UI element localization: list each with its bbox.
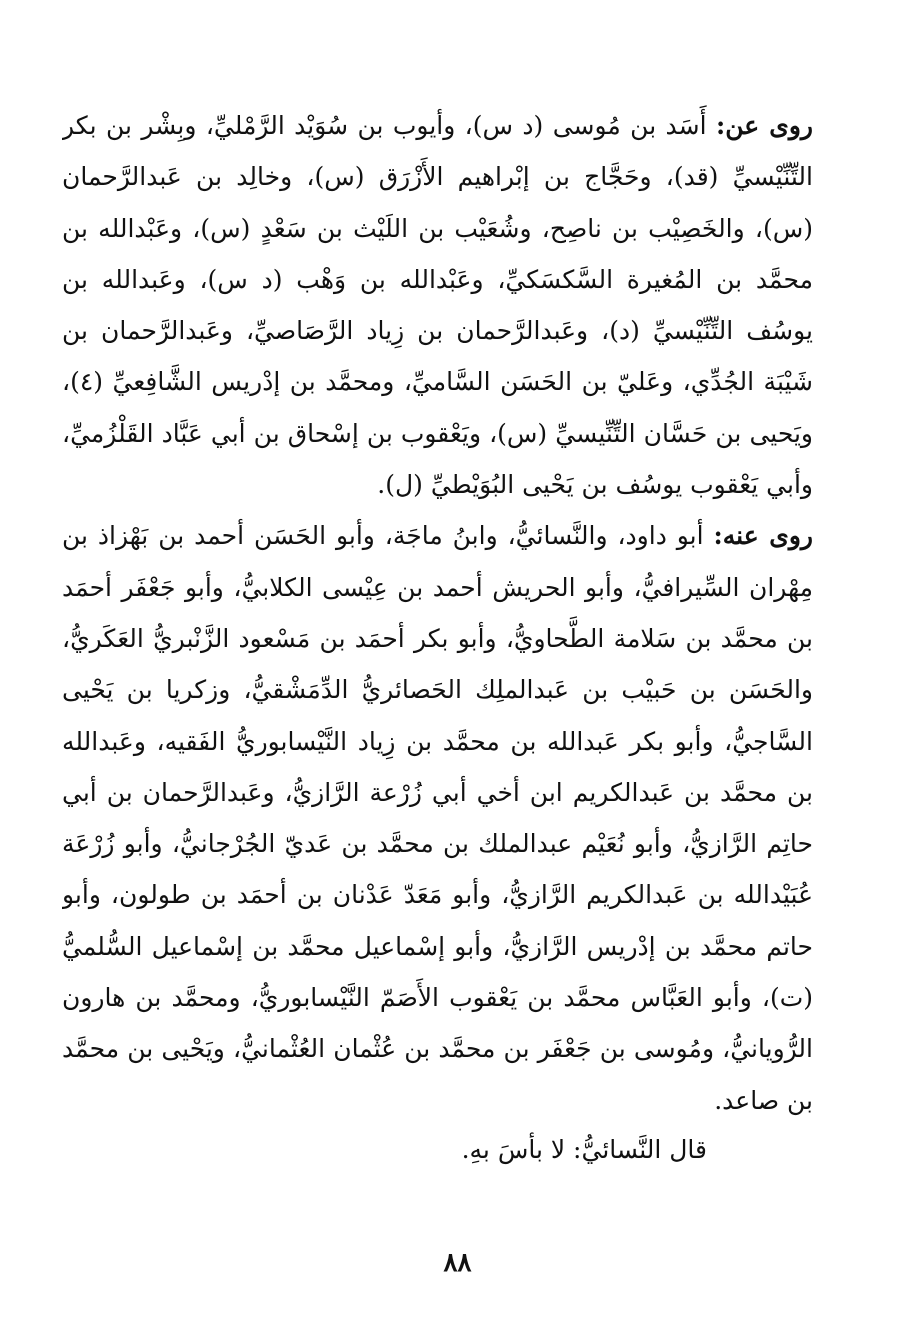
page-body	[62, 100, 857, 1230]
narrated-from-paragraph	[62, 100, 857, 510]
page-number: ٨٨	[443, 1248, 472, 1278]
narrated-from-label: روى عن:	[715, 111, 814, 140]
narrated-from-text: أَسَد بن مُوسى (د س)، وأيوب بن سُوَيْد الرَّمْليِّ، وبِشْر بن بكر التِّنِّيْسيِّ (قد)، وحَجَّاج بن إبْراهيم الأَزْرَق (س)، وخالِد بن عَبدالرَّحمان (س)، والخَصِيْب بن ناصِح، وشُعَيْب بن اللَيْث بن سَعْدٍ (س)، وعَبْدالله بن محمَّد بن المُغيرة السَّكسَكيِّ، وعَبْدالله بن وَهْب (د س)، وعَبدالله بن يوسُف التِّنِّيْسيِّ (د)، وعَبدالرَّحمان بن زِياد الرَّصَاصيِّ، وعَبدالرَّحمان بن شَيْبَة الجُدِّي، وعَليّ بن الحَسَن السَّاميِّ، ومحمَّد بن إدْريس الشَّافِعيِّ (٤)، ويَحيى بن حَسَّان التِّنِّيسيِّ (س)، ويَعْقوب بن إسْحاق بن أبي عَبَّاد القَلْزُميِّ، وأبي يَعْقوب يوسُف بن يَحْيى البُوَيْطيِّ (ل).	[62, 111, 813, 500]
narrated-by-text: أبو داود، والنَّسائيُّ، وابنُ ماجَة، وأبو الحَسَن أحمد بن بَهْزاذ بن مِهْران السِّيرافيُّ، وأبو الحريش أحمد بن عِيْسى الكلابيُّ، وأبو جَعْفَر أحمَد بن محمَّد بن سَلامة الطَّحاويُّ، وأبو بكر أحمَد بن مَسْعود الزَّنْبريُّ العَكَريُّ، والحَسَن بن حَبيْب بن عَبدالملِك الحَصائريُّ الدِّمَشْقيُّ، وزكريا بن يَحْيى السَّاجيُّ، وأبو بكر عَبدالله بن محمَّد بن زِياد النَّيْسابوريُّ الفَقيه، وعَبدالله بن محمَّد بن عَبدالكريم ابن أخي أبي زُرْعة الرَّازيُّ، وعَبدالرَّحمان بن أبي حاتِم الرَّازيُّ، وأبو نُعَيْم عبدالملك بن محمَّد بن عَديّ الجُرْجانيُّ، وأبو زُرْعَة عُبَيْدالله بن عَبدالكريم الرَّازيُّ، وأبو مَعَدّ عَدْنان بن أحمَد بن طولون، وأبو حاتم محمَّد بن إدْريس الرَّازيُّ، وأبو إسْماعيل محمَّد بن إسْماعيل السُّلميُّ (ت)، وأبو العَبَّاس محمَّد بن يَعْقوب الأَصَمّ النَّيْسابوريُّ، ومحمَّد بن هارون الرُّويانيُّ، ومُوسى بن جَعْفَر بن محمَّد بن عُثْمان العُثْمانيُّ، ويَحْيى بن محمَّد بن صاعد.	[62, 521, 813, 1115]
narrated-by-label: روى عنه:	[713, 521, 814, 551]
closing-statement: قال النَّسائيُّ: لا بأسَ بهِ.	[461, 1134, 707, 1164]
narrated-by-paragraph	[62, 510, 857, 1126]
